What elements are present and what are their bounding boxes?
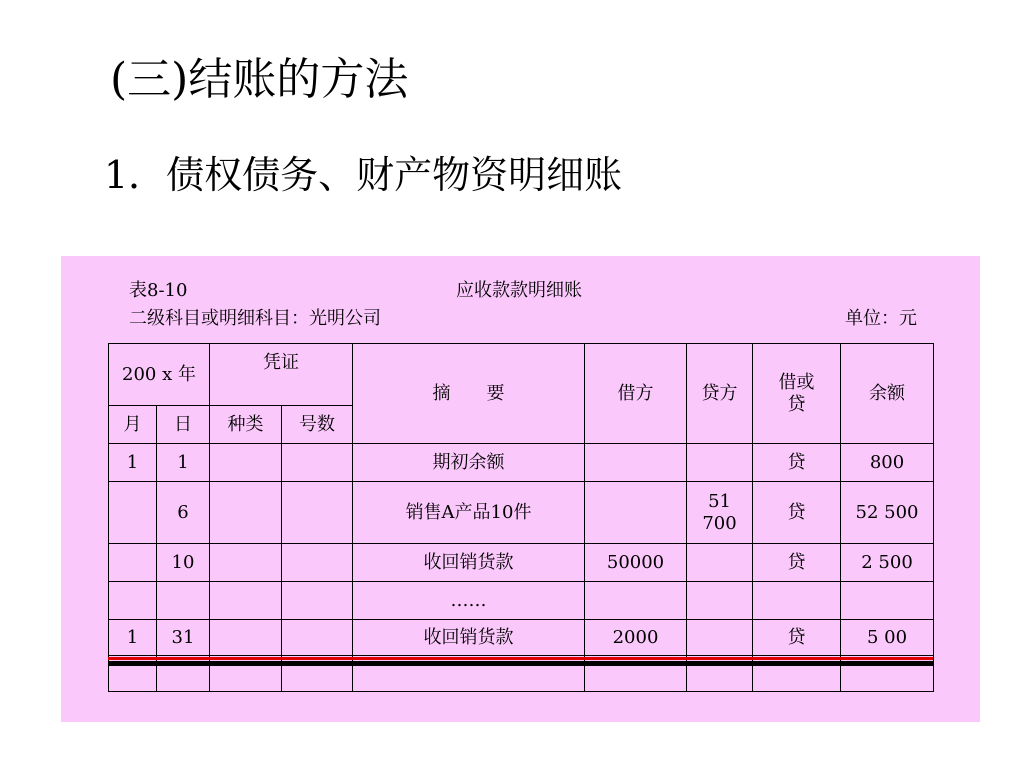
- cell-summary: 销售A产品10件: [353, 482, 585, 544]
- cell-debit: [585, 582, 687, 620]
- cell-month: 1: [109, 620, 157, 656]
- cell-debit: 50000: [585, 544, 687, 582]
- header-date: 200 x 年: [109, 344, 210, 406]
- header-voucher: 凭证: [210, 344, 353, 406]
- header-balance: 余额: [841, 344, 934, 444]
- header-dr-cr-text: 借或贷: [778, 371, 815, 415]
- cell-debit: 2000: [585, 620, 687, 656]
- cell-balance: [841, 582, 934, 620]
- cell-debit: [585, 482, 687, 544]
- header-debit: 借方: [585, 344, 687, 444]
- cell-number: [282, 544, 353, 582]
- slide-title: (三)结账的方法: [110, 54, 409, 105]
- cell-credit: [687, 582, 753, 620]
- cell-debit: [585, 444, 687, 482]
- cell-dr-cr: 贷: [753, 482, 841, 544]
- cell-balance: 5 00: [841, 620, 934, 656]
- cell-day: 31: [157, 620, 210, 656]
- cell-number: [282, 582, 353, 620]
- unit-label: 单位：元: [845, 308, 917, 329]
- cell-summary: 收回销货款: [353, 620, 585, 656]
- ledger-panel: [61, 256, 980, 722]
- ledger-table: [108, 343, 934, 692]
- header-month: 月: [109, 406, 157, 444]
- cell-day: 10: [157, 544, 210, 582]
- header-dr-cr: [753, 344, 841, 444]
- cell-credit: [687, 544, 753, 582]
- cell-type: [210, 582, 282, 620]
- cell-number: [282, 444, 353, 482]
- cell-day: 6: [157, 482, 210, 544]
- cell-number: [282, 620, 353, 656]
- header-credit: 贷方: [687, 344, 753, 444]
- table-row: [109, 582, 934, 620]
- cell-balance: 52 500: [841, 482, 934, 544]
- cell-day: [157, 582, 210, 620]
- cell-balance: 800: [841, 444, 934, 482]
- cell-summary: 收回销货款: [353, 544, 585, 582]
- ledger-title: 应收款款明细账: [456, 280, 582, 301]
- cell-credit-text: 51 700: [702, 490, 737, 534]
- cell-type: [210, 544, 282, 582]
- table-row: [109, 620, 934, 656]
- cell-month: [109, 544, 157, 582]
- header-number: 号数: [282, 406, 353, 444]
- cell-dr-cr: 贷: [753, 544, 841, 582]
- slide-subtitle: 1．债权债务、财产物资明细账: [104, 153, 623, 197]
- sub-account-label: 二级科目或明细科目：光明公司: [129, 308, 381, 329]
- table-row: [109, 544, 934, 582]
- cell-dr-cr: 贷: [753, 444, 841, 482]
- header-summary: 摘 要: [353, 344, 585, 444]
- closing-red-rule: [108, 657, 933, 660]
- table-row: [109, 444, 934, 482]
- cell-type: [210, 444, 282, 482]
- header-day: 日: [157, 406, 210, 444]
- cell-credit: [687, 482, 753, 544]
- cell-type: [210, 482, 282, 544]
- cell-day: 1: [157, 444, 210, 482]
- cell-dr-cr: [753, 582, 841, 620]
- table-number: 表8-10: [129, 280, 188, 301]
- cell-summary: ……: [353, 582, 585, 620]
- cell-type: [210, 620, 282, 656]
- cell-credit: [687, 620, 753, 656]
- cell-month: 1: [109, 444, 157, 482]
- cell-month: [109, 482, 157, 544]
- cell-month: [109, 582, 157, 620]
- cell-number: [282, 482, 353, 544]
- cell-summary: 期初余额: [353, 444, 585, 482]
- cell-credit: [687, 444, 753, 482]
- cell-dr-cr: 贷: [753, 620, 841, 656]
- closing-black-rule: [108, 661, 933, 666]
- cell-balance: 2 500: [841, 544, 934, 582]
- header-type: 种类: [210, 406, 282, 444]
- table-row: [109, 482, 934, 544]
- header-row-1: [109, 344, 934, 406]
